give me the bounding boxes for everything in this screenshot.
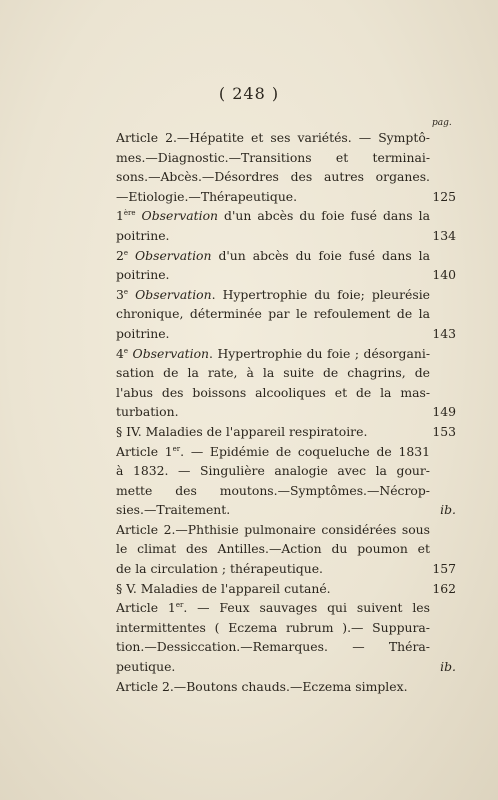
toc-entry-line: —Etiologie.—Thérapeutique.: [116, 188, 298, 204]
toc-entry: [116, 128, 456, 206]
toc-entry-line: [116, 344, 430, 364]
toc-entry-line: intermittentes ( Eczema rubrum ).— Suppura-: [116, 619, 430, 635]
entry-superscript: er: [175, 601, 184, 610]
toc-page-number: 149: [432, 404, 456, 420]
toc-page-number: 125: [432, 188, 456, 204]
entry-prefix: 1: [116, 208, 124, 224]
toc-entry-line: [116, 246, 430, 266]
entry-rest: d'un abcès du foie fusé dans la: [218, 208, 430, 224]
toc-entry: [116, 344, 456, 422]
toc-entry-line: poitrine.: [116, 267, 170, 283]
toc-entry: [116, 285, 456, 344]
toc-page-number: 143: [432, 325, 456, 341]
entry-prefix: 2: [116, 247, 124, 263]
toc-entry-line: turbation.: [116, 404, 179, 420]
entry-rest: . — Feux sauvages qui suivent les: [183, 600, 430, 616]
toc-page-number: ib.: [440, 659, 456, 675]
toc-entry-line: mes.—Diagnostic.—Transitions et terminai-: [116, 149, 430, 165]
entry-prefix: Article 1: [116, 600, 176, 616]
entry-rest: . — Epidémie de coqueluche de 1831: [180, 443, 430, 459]
toc-page-number: 157: [432, 561, 456, 577]
toc-entry-line: [116, 206, 430, 226]
toc-entry-line: mette des moutons.—Symptômes.—Nécrop-: [116, 482, 430, 498]
toc-entry-line: peutique.: [116, 659, 176, 675]
toc-page-number: ib.: [440, 502, 456, 518]
entry-superscript: e: [123, 248, 129, 257]
toc-entry: [116, 598, 456, 676]
entry-rest: d'un abcès du foie fusé dans la: [211, 247, 430, 263]
toc-entry: [116, 677, 456, 697]
toc-entry-line: sation de la rate, à la suite de chagrins, de: [116, 365, 430, 381]
toc-entry-line: poitrine.: [116, 325, 170, 341]
toc-page-number: 162: [432, 580, 456, 596]
entry-superscript: ère: [123, 209, 136, 218]
toc-entry: [116, 442, 456, 520]
entry-superscript: e: [123, 287, 129, 296]
toc-entry-line: sons.—Abcès.—Désordres des autres organes.: [116, 169, 430, 185]
entry-superscript: er: [172, 444, 181, 453]
entry-rest: . Hypertrophie du foie ; désorgani-: [209, 345, 430, 361]
entry-italic: Observation: [128, 345, 210, 361]
entry-rest: . Hypertrophie du foie; pleurésie: [211, 286, 430, 302]
table-of-contents: [116, 128, 456, 696]
toc-entry-line: § V. Maladies de l'appareil cutané.: [116, 580, 331, 596]
toc-entry-line: sies.—Traitement.: [116, 502, 231, 518]
toc-entry-line: [116, 598, 430, 618]
toc-page-number: 140: [432, 267, 456, 283]
entry-superscript: e: [123, 346, 129, 355]
page-column-label: pag.: [432, 118, 452, 128]
toc-entry: [116, 520, 456, 579]
toc-entry-line: à 1832. — Singulière analogie avec la gour-: [116, 463, 430, 479]
toc-entry: [116, 246, 456, 285]
toc-entry-line: [116, 442, 430, 462]
toc-entry: [116, 422, 456, 442]
entry-prefix: 3: [116, 286, 124, 302]
toc-entry: [116, 206, 456, 245]
toc-page-number: 134: [432, 227, 456, 243]
toc-entry-line: de la circulation ; thérapeutique.: [116, 561, 323, 577]
toc-entry-line: l'abus des boissons alcooliques et de la mas-: [116, 384, 430, 400]
toc-entry-line: [116, 285, 430, 305]
entry-italic: Observation: [128, 247, 212, 263]
entry-italic: Observation: [135, 208, 219, 224]
toc-entry-line: Article 2.—Phthisie pulmonaire considérées sous: [116, 521, 430, 537]
toc-entry-line: § IV. Maladies de l'appareil respiratoire.: [116, 423, 368, 439]
toc-entry: [116, 579, 456, 599]
toc-page-number: 153: [432, 423, 456, 439]
toc-entry-line: poitrine.: [116, 227, 170, 243]
toc-entry-line: tion.—Dessiccation.—Remarques. — Théra-: [116, 639, 430, 655]
toc-entry-line: Article 2.—Boutons chauds.—Eczema simplex.: [116, 678, 408, 694]
entry-italic: Observation: [128, 286, 212, 302]
entry-prefix: 4: [116, 345, 124, 361]
toc-entry-line: le climat des Antilles.—Action du poumon et: [116, 541, 430, 557]
toc-entry-line: chronique, déterminée par le refoulement de la: [116, 306, 430, 322]
page-number: ( 248 ): [218, 84, 280, 103]
toc-entry-line: Article 2.—Hépatite et ses variétés. — Symptô-: [116, 130, 430, 145]
entry-prefix: Article 1: [116, 443, 173, 459]
